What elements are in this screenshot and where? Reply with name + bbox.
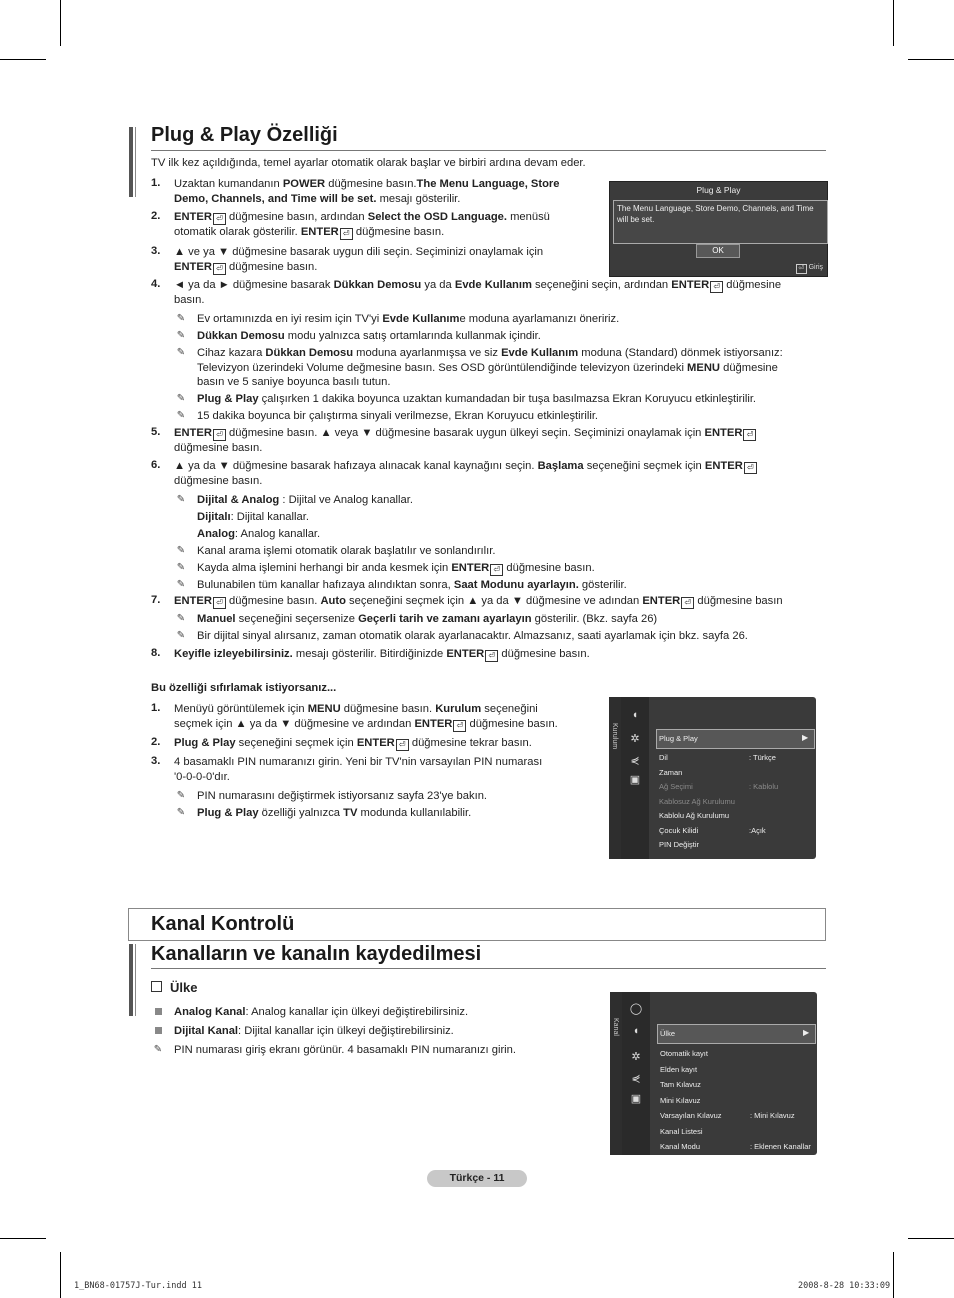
note-text: Plug & Play çalışırken 1 dakika boyunca uzaktan kumandadan bir tuşa basılmazsa Ekran Koruyucu etkinleştirilir.: [197, 393, 757, 405]
step-number: 7.: [151, 594, 161, 606]
note-sub-text: Analog: Analog kanallar.: [197, 528, 321, 540]
note-icon: ✎: [176, 545, 186, 556]
note-text: Bulunabilen tüm kanallar hafızaya alındıktan sonra, Saat Modunu ayarlayın. gösterilir.: [197, 579, 627, 591]
bullet-text: Analog Kanal: Analog kanallar için ülkeyi değiştirebilirsiniz.: [174, 1006, 469, 1018]
step-number: 2.: [151, 736, 161, 748]
menu-item[interactable]: PIN Değiştir: [659, 840, 700, 849]
step-text: düğmesine basın.: [174, 474, 263, 487]
gear-icon: ✲: [631, 1051, 641, 1063]
enter-icon: ⏎: [453, 720, 466, 732]
reset-step-text: Menüyü görüntülemek için MENU düğmesine basın. Kurulum seçeneğini: [174, 703, 538, 715]
heading-box-left: [128, 908, 129, 940]
menu-item[interactable]: Varsayılan Kılavuz: [660, 1111, 722, 1120]
note-icon: ✎: [176, 613, 186, 624]
menu-item[interactable]: Kanal Listesi: [660, 1126, 703, 1136]
signal-icon: ⋞: [630, 755, 640, 767]
note-icon: ✎: [176, 790, 186, 801]
note-text: Dükkan Demosu modu yalnızca satış ortamlarında kullanmak içindir.: [197, 330, 541, 342]
step-number: 4.: [151, 278, 161, 290]
note-text: Dijital & Analog : Dijital ve Analog kanallar.: [197, 494, 413, 506]
chevron-right-icon: ▶: [802, 733, 809, 742]
step-text: ENTER ⏎ düğmesine basın, ardından Select the OSD Language. menüsü: [174, 211, 550, 223]
menu-item[interactable]: Çocuk Kilidi: [659, 825, 699, 835]
heading-box-right: [825, 908, 826, 940]
osd-message: The Menu Language, Store Demo, Channels, and Time will be set.: [613, 200, 828, 244]
step-text: ENTER ⏎ düğmesine basın.: [174, 260, 318, 273]
note-text: Cihaz kazara Dükkan Demosu moduna ayarlanmışsa ve siz Evde Kullanım moduna (Standard) dönmek istiyorsanız:: [197, 347, 783, 359]
bullet-square: [155, 1008, 162, 1015]
note-icon: ✎: [176, 807, 186, 818]
step-number: 3.: [151, 755, 161, 767]
menu-item[interactable]: Zaman: [659, 767, 683, 777]
note-icon: ✎: [176, 393, 186, 404]
menu-item-value: :Açık: [749, 825, 766, 835]
step-text: Uzaktan kumandanın POWER düğmesine basın.The Menu Language, Store: [174, 178, 560, 190]
osd-footer: [795, 264, 823, 274]
enter-icon: ⏎: [744, 462, 757, 474]
enter-icon: ⏎: [681, 597, 694, 609]
heading-box-top: [128, 908, 826, 909]
subheading-label: Ülke: [170, 980, 198, 995]
note-icon: ✎: [176, 330, 186, 341]
crop-mark: [908, 59, 954, 60]
heading-bar: [135, 944, 136, 1016]
menu-item-value: : Türkçe: [749, 753, 776, 762]
menu-item[interactable]: Otomatik kayıt: [660, 1049, 708, 1058]
subheading-country: [151, 981, 197, 996]
step-text: ▲ ve ya ▼ düğmesine basarak uygun dili seçin. Seçiminizi onaylamak için: [174, 246, 544, 258]
note-text: PIN numarasını değiştirmek istiyorsanız sayfa 23'ye bakın.: [197, 790, 488, 802]
enter-icon: ⏎: [796, 264, 807, 274]
enter-icon: ⏎: [396, 739, 409, 751]
note-text: Kanal arama işlemi otomatik olarak başlatılır ve sonlandırılır.: [197, 545, 496, 557]
antenna-icon: ◯: [629, 1003, 643, 1015]
crop-mark: [0, 1238, 46, 1239]
step-text: düğmesine basın.: [174, 441, 263, 454]
menu-side-label: Kanal: [612, 1018, 619, 1036]
intro-text: TV ilk kez açıldığında, temel ayarlar otomatik olarak başlar ve birbiri ardına devam eder.: [151, 157, 586, 169]
menu-selected-highlight: [657, 1024, 816, 1044]
enter-icon: ⏎: [485, 650, 498, 662]
note-icon: ✎: [176, 313, 186, 324]
note-text: Manuel seçeneğini seçersenize Geçerli tarih ve zamanı ayarlayın gösterilir. (Bkz. sayfa 26): [197, 613, 658, 625]
step-number: 5.: [151, 426, 161, 438]
step-number: 8.: [151, 647, 161, 659]
note-icon: ✎: [153, 1044, 163, 1055]
input-icon: ▣: [629, 774, 641, 786]
menu-side-strip: [610, 992, 622, 1155]
heading-bar: [129, 944, 133, 1016]
input-icon: ▣: [630, 1093, 642, 1105]
step-number: 1.: [151, 702, 161, 714]
menu-side-strip: [609, 697, 621, 859]
enter-icon: ⏎: [490, 564, 503, 576]
bullet-square: [155, 1027, 162, 1034]
crop-mark: [893, 0, 894, 46]
signal-icon: ⋞: [631, 1073, 641, 1085]
enter-icon: ⏎: [710, 281, 723, 293]
gear-icon: ✲: [630, 733, 640, 745]
enter-icon: ⏎: [213, 263, 226, 275]
enter-icon: ⏎: [213, 429, 226, 441]
osd-footer-label: Giriş: [808, 264, 823, 271]
note-text: basın ve 5 saniye boyunca basılı tutun.: [197, 376, 391, 388]
note-text: Bir dijital sinyal alırsanız, zaman otomatik olarak ayarlanacaktır. Almazsanız, saati ayarlamak için bkz. sayfa 26.: [197, 630, 748, 642]
checkbox-icon: [151, 981, 162, 992]
menu-item[interactable]: Plug & Play: [659, 734, 698, 743]
step-text: ENTER ⏎ düğmesine basın. ▲ veya ▼ düğmesine basarak uygun ülkeyi seçin. Seçiminizi onaylamak için ENTER ⏎: [174, 426, 756, 441]
ok-button[interactable]: OK: [696, 244, 740, 258]
heading-rule: [151, 968, 826, 969]
crop-mark: [60, 1252, 61, 1298]
heading-box-bottom: [128, 940, 826, 941]
menu-item[interactable]: Dil: [659, 753, 668, 762]
note-text: 15 dakika boyunca bir çalıştırma sinyali verilmezse, Ekran Koruyucu etkinleştirilir.: [197, 410, 599, 422]
section-title-channels: Kanalların ve kanalın kaydedilmesi: [151, 943, 482, 965]
note-text: PIN numarası giriş ekranı görünür. 4 basamaklı PIN numaranızı girin.: [174, 1044, 516, 1056]
reset-step-text: '0-0-0-0'dır.: [174, 770, 230, 783]
crop-mark: [908, 1238, 954, 1239]
footer-date: 2008-8-28 10:33:09: [798, 1281, 891, 1291]
reset-step-text: 4 basamaklı PIN numaranızı girin. Yeni bir TV'nin varsayılan PIN numarası: [174, 756, 543, 768]
menu-item[interactable]: Ağ Seçimi: [659, 782, 693, 791]
step-number: 6.: [151, 459, 161, 471]
note-icon: ✎: [176, 410, 186, 421]
crop-mark: [0, 59, 46, 60]
reset-step-text: Plug & Play seçeneğini seçmek için ENTER ⏎ düğmesine tekrar basın.: [174, 737, 532, 749]
note-text: Televizyon üzerindeki Volume değmesine basın. Ses OSD görüntülendiğinde televizyon üzerindeki MENU düğmesine: [197, 361, 778, 374]
menu-item-value: : Mini Kılavuz: [750, 1111, 795, 1120]
menu-item-value: : Kablolu: [749, 782, 779, 791]
step-text: Demo, Channels, and Time will be set. mesajı gösterilir.: [174, 192, 461, 205]
enter-icon: ⏎: [743, 429, 756, 441]
step-text: otomatik olarak gösterilir. ENTER ⏎ düğmesine basın.: [174, 225, 445, 238]
reset-title: Bu özelliği sıfırlamak istiyorsanız...: [151, 682, 337, 694]
heading-bar: [129, 127, 133, 197]
menu-item[interactable]: Ülke: [660, 1029, 676, 1038]
step-number: 3.: [151, 245, 161, 257]
enter-icon: ⏎: [213, 597, 226, 609]
note-icon: ✎: [176, 579, 186, 590]
menu-item[interactable]: Tam Kılavuz: [660, 1080, 701, 1089]
heading-rule: [151, 150, 826, 151]
footer-file: 1_BN68-01757J-Tur.indd 11: [74, 1281, 202, 1291]
heading-bar: [135, 127, 136, 197]
bullet-text: Dijital Kanal: Dijital kanallar için ülkeyi değiştirebilirsiniz.: [174, 1025, 454, 1037]
channel-menu-osd: [610, 992, 817, 1155]
menu-item-value: : Eklenen Kanallar: [750, 1142, 811, 1151]
menu-icon-column: [622, 992, 650, 1155]
note-icon: ✎: [176, 347, 186, 358]
chevron-right-icon: ▶: [803, 1028, 810, 1037]
setup-menu-osd: [609, 697, 816, 859]
menu-icon-column: [621, 697, 649, 859]
note-text: Kayda alma işlemini herhangi bir anda kesmek için ENTER ⏎ düğmesine basın.: [197, 562, 595, 574]
osd-title: Plug & Play: [696, 185, 741, 195]
section-title: Plug & Play Özelliği: [151, 124, 338, 146]
crop-mark: [60, 0, 61, 46]
step-number: 1.: [151, 177, 161, 189]
step-text: basın.: [174, 293, 205, 306]
section-title-channel-control: Kanal Kontrolü: [151, 913, 295, 935]
note-text: Ev ortamınızda en iyi resim için TV'yi Evde Kullanıme moduna ayarlamanızı öneririz.: [197, 313, 620, 325]
note-icon: ✎: [176, 494, 186, 505]
menu-side-label: Kurulum: [611, 723, 618, 750]
menu-item[interactable]: Kanal Modu: [660, 1142, 701, 1151]
menu-item[interactable]: Elden kayıt: [660, 1064, 698, 1074]
step-text: ▲ ya da ▼ düğmesine basarak hafızaya alınacak kanal kaynağını seçin. Başlama seçeneğini seçmek için ENTER ⏎: [174, 459, 757, 474]
reset-step-text: seçmek için ▲ ya da ▼ düğmesine ve ardından ENTER ⏎ düğmesine basın.: [174, 717, 558, 730]
note-icon: ✎: [176, 630, 186, 641]
enter-icon: ⏎: [213, 213, 226, 225]
menu-item[interactable]: Mini Kılavuz: [660, 1095, 701, 1105]
enter-icon: ⏎: [340, 228, 353, 240]
step-text: ◄ ya da ► düğmesine basarak Dükkan Demosu ya da Evde Kullanım seçeneğini seçin, ardından ENTER ⏎ düğmesine: [174, 279, 782, 291]
satellite-icon: ◖: [632, 1025, 640, 1037]
note-icon: ✎: [176, 562, 186, 573]
note-sub-text: Dijitalı: Dijital kanallar.: [197, 511, 309, 523]
crop-mark: [893, 1252, 894, 1298]
note-text: Plug & Play özelliği yalnızca TV modunda kullanılabilir.: [197, 807, 472, 819]
step-number: 2.: [151, 210, 161, 222]
page-number-badge: Türkçe - 11: [427, 1170, 527, 1187]
step-text: Keyifle izleyebilirsiniz. mesajı gösterilir. Bitirdiğinizde ENTER ⏎ düğmesine basın.: [174, 648, 590, 660]
satellite-icon: ◖: [631, 709, 639, 721]
plug-play-osd: [609, 181, 828, 277]
step-text: ENTER ⏎ düğmesine basın. Auto seçeneğini seçmek için ▲ ya da ▼ düğmesine ve adından ENTER ⏎ düğmesine basın: [174, 595, 783, 607]
menu-item[interactable]: Kablolu Ağ Kurulumu: [659, 811, 730, 820]
menu-item[interactable]: Kablosuz Ağ Kurulumu: [659, 796, 735, 806]
